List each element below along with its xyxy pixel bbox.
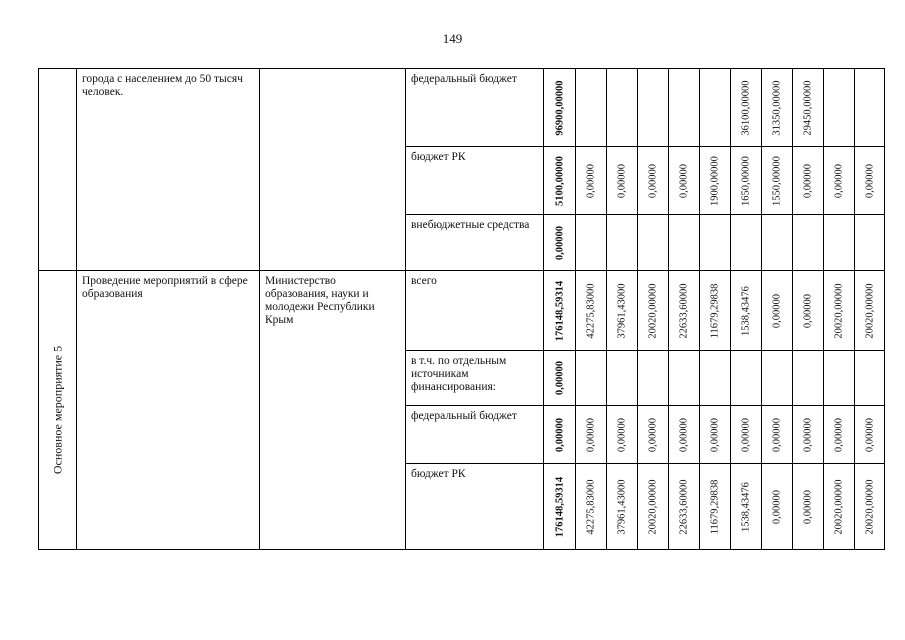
value-cell	[793, 69, 824, 147]
source-cell	[406, 147, 544, 215]
value-cell	[793, 351, 824, 406]
total-value: 5100,00000	[554, 155, 565, 206]
total-cell	[544, 69, 576, 147]
value-cell	[638, 406, 669, 464]
value-cell	[700, 271, 731, 351]
total-cell	[544, 147, 576, 215]
source-cell	[406, 271, 544, 351]
cell-value: 11679,29838	[709, 479, 721, 534]
cell-value: 0,00000	[709, 417, 721, 452]
total-cell	[544, 351, 576, 406]
measure-cell	[39, 271, 77, 550]
description-text: города с населением до 50 тысяч человек.	[82, 73, 243, 98]
value-cell	[793, 406, 824, 464]
cell-value: 22633,60000	[678, 478, 690, 535]
value-cell	[700, 351, 731, 406]
cell-value: 37961,43000	[616, 282, 628, 339]
value-cell	[793, 147, 824, 215]
source-label: федеральный бюджет	[411, 410, 517, 422]
cell-value: 20020,00000	[864, 282, 875, 339]
total-value: 96900,00000	[554, 79, 565, 136]
value-cell	[700, 215, 731, 271]
cell-value: 20020,00000	[833, 282, 845, 339]
value-cell	[669, 147, 700, 215]
cell-value: 0,00000	[802, 489, 814, 524]
page-number: 149	[442, 31, 463, 46]
source-cell	[406, 406, 544, 464]
cell-value: 36100,00000	[740, 79, 752, 136]
value-cell	[731, 464, 762, 550]
cell-value: 0,00000	[802, 417, 814, 452]
cell-value: 20020,00000	[647, 282, 659, 339]
value-cell	[793, 215, 824, 271]
value-cell	[824, 215, 855, 271]
value-cell	[669, 351, 700, 406]
table-row	[39, 271, 885, 351]
value-cell	[669, 464, 700, 550]
value-cell	[855, 351, 885, 406]
cell-value: 1900,00000	[709, 155, 721, 206]
cell-value: 20020,00000	[647, 478, 659, 535]
source-label: всего	[411, 275, 437, 287]
cell-value: 0,00000	[833, 417, 845, 452]
total-value: 0,00000	[554, 360, 565, 396]
value-cell	[607, 271, 638, 351]
source-label: бюджет РК	[411, 151, 466, 163]
measure-cell-empty	[39, 69, 77, 271]
source-label: федеральный бюджет	[411, 73, 517, 85]
value-cell	[731, 271, 762, 351]
cell-value: 37961,43000	[616, 478, 628, 535]
value-cell	[669, 69, 700, 147]
description-cell	[77, 69, 260, 271]
cell-value: 0,00000	[647, 417, 659, 452]
total-cell	[544, 464, 576, 550]
cell-value: 29450,00000	[802, 79, 814, 136]
cell-value: 0,00000	[771, 489, 783, 524]
cell-value: 0,00000	[585, 163, 597, 198]
source-label: в т.ч. по отдельным источникам финансирования:	[411, 355, 507, 393]
description-cell	[77, 271, 260, 550]
cell-value: 11679,29838	[709, 283, 721, 338]
value-cell	[638, 69, 669, 147]
executor-cell	[260, 271, 406, 550]
total-value: 0,00000	[554, 225, 565, 260]
total-value: 0,00000	[554, 417, 565, 452]
cell-value: 0,00000	[740, 417, 752, 452]
cell-value: 0,00000	[802, 293, 814, 328]
value-cell	[607, 464, 638, 550]
value-cell	[762, 406, 793, 464]
cell-value: 31350,00000	[771, 79, 783, 136]
cell-value: 0,00000	[771, 417, 783, 452]
value-cell	[607, 351, 638, 406]
cell-value: 20020,00000	[833, 478, 845, 535]
measure-label: Основное мероприятие 5	[50, 345, 64, 475]
value-cell	[607, 147, 638, 215]
cell-value: 0,00000	[678, 163, 690, 198]
cell-value: 0,00000	[864, 163, 875, 198]
value-cell	[824, 406, 855, 464]
value-cell	[576, 69, 607, 147]
value-cell	[700, 69, 731, 147]
value-cell	[638, 147, 669, 215]
cell-value: 0,00000	[585, 417, 597, 452]
cell-value: 1650,00000	[740, 155, 752, 206]
value-cell	[855, 69, 885, 147]
total-cell	[544, 271, 576, 351]
source-cell	[406, 351, 544, 406]
value-cell	[638, 464, 669, 550]
value-cell	[576, 406, 607, 464]
cell-value: 0,00000	[771, 293, 783, 328]
value-cell	[576, 147, 607, 215]
executor-text: Министерство образования, науки и молодежи Республики Крым	[265, 275, 375, 326]
value-cell	[576, 464, 607, 550]
value-cell	[731, 406, 762, 464]
value-cell	[793, 464, 824, 550]
value-cell	[824, 351, 855, 406]
source-label: внебюджетные средства	[411, 219, 530, 231]
value-cell	[824, 147, 855, 215]
budget-table	[38, 68, 885, 550]
value-cell	[824, 271, 855, 351]
total-value: 176148,59314	[554, 476, 565, 537]
source-cell	[406, 69, 544, 147]
cell-value: 0,00000	[647, 163, 659, 198]
value-cell	[762, 464, 793, 550]
executor-cell-empty	[260, 69, 406, 271]
cell-value: 0,00000	[864, 417, 875, 452]
value-cell	[669, 406, 700, 464]
value-cell	[638, 271, 669, 351]
total-value: 176148,59314	[554, 280, 565, 341]
value-cell	[762, 215, 793, 271]
value-cell	[824, 69, 855, 147]
value-cell	[576, 271, 607, 351]
source-label: бюджет РК	[411, 468, 466, 480]
description-text: Проведение мероприятий в сфере образования	[82, 275, 248, 300]
value-cell	[607, 69, 638, 147]
cell-value: 0,00000	[833, 163, 845, 198]
value-cell	[824, 464, 855, 550]
table-row	[39, 69, 885, 147]
cell-value: 0,00000	[616, 163, 628, 198]
value-cell	[607, 406, 638, 464]
cell-value: 42275,83000	[585, 478, 597, 535]
value-cell	[669, 215, 700, 271]
value-cell	[700, 147, 731, 215]
value-cell	[638, 215, 669, 271]
value-cell	[855, 147, 885, 215]
value-cell	[762, 69, 793, 147]
value-cell	[855, 271, 885, 351]
value-cell	[855, 406, 885, 464]
value-cell	[669, 271, 700, 351]
cell-value: 1538,43476	[740, 285, 752, 336]
cell-value: 22633,60000	[678, 282, 690, 339]
value-cell	[638, 351, 669, 406]
value-cell	[700, 406, 731, 464]
cell-value: 42275,83000	[585, 282, 597, 339]
value-cell	[607, 215, 638, 271]
value-cell	[731, 351, 762, 406]
cell-value: 1550,00000	[771, 155, 783, 206]
value-cell	[855, 464, 885, 550]
value-cell	[762, 147, 793, 215]
source-cell	[406, 215, 544, 271]
value-cell	[576, 351, 607, 406]
value-cell	[855, 215, 885, 271]
value-cell	[731, 215, 762, 271]
cell-value: 20020,00000	[864, 478, 875, 535]
value-cell	[793, 271, 824, 351]
cell-value: 0,00000	[802, 163, 814, 198]
cell-value: 1538,43476	[740, 481, 752, 532]
total-cell	[544, 215, 576, 271]
value-cell	[762, 271, 793, 351]
value-cell	[762, 351, 793, 406]
value-cell	[576, 215, 607, 271]
cell-value: 0,00000	[616, 417, 628, 452]
total-cell	[544, 406, 576, 464]
value-cell	[731, 69, 762, 147]
value-cell	[731, 147, 762, 215]
value-cell	[700, 464, 731, 550]
source-cell	[406, 464, 544, 550]
cell-value: 0,00000	[678, 417, 690, 452]
